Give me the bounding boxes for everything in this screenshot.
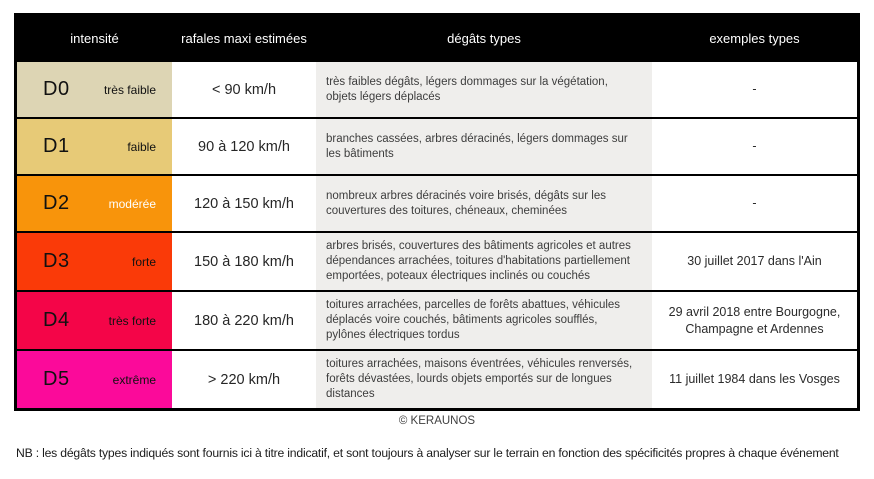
header-intensity: intensité (70, 30, 119, 46)
example-cell: 29 avril 2018 entre Bourgogne, Champagne et Ardennes (652, 292, 857, 349)
intensity-cell (17, 119, 172, 174)
intensity-label: modérée (108, 196, 156, 211)
table-row (17, 351, 857, 408)
example-cell: - (652, 62, 857, 117)
header-damage: dégâts types (447, 30, 521, 46)
gusts-cell: 150 à 180 km/h (172, 233, 316, 290)
table-row (17, 176, 857, 231)
header-examples: exemples types (709, 30, 800, 46)
intensity-code: D1 (43, 135, 70, 157)
nb-footnote: NB : les dégâts types indiqués sont fournis ici à titre indicatif, et sont toujours à analyser sur le terrain en fonction des spécificités propres à chaque événement (16, 446, 839, 460)
example-cell: 11 juillet 1984 dans les Vosges (652, 351, 857, 408)
intensity-code: D2 (43, 192, 70, 214)
gusts-cell: 120 à 150 km/h (172, 176, 316, 231)
intensity-cell (17, 62, 172, 117)
table-row (17, 62, 857, 117)
damage-cell: très faibles dégâts, légers dommages sur la végétation, objets légers déplacés (316, 62, 652, 117)
table-header-row (17, 16, 857, 60)
header-gusts: rafales maxi estimées (181, 30, 307, 46)
damage-cell: arbres brisés, couvertures des bâtiments agricoles et autres dépendances arrachées, toitures d'habitations partiellement emportées, poteaux électriques inclinés ou couchés (316, 233, 652, 290)
gusts-cell: < 90 km/h (172, 62, 316, 117)
intensity-code: D3 (43, 250, 70, 272)
damage-cell: toitures arrachées, maisons éventrées, véhicules renversés, forêts dévastées, lourds objets emportés sur de longues distances (316, 351, 652, 408)
intensity-cell (17, 351, 172, 408)
intensity-label: très forte (108, 313, 156, 328)
example-cell: - (652, 119, 857, 174)
damage-cell: nombreux arbres déracinés voire brisés, dégâts sur les couvertures des toitures, chéneaux, cheminées (316, 176, 652, 231)
gusts-cell: 90 à 120 km/h (172, 119, 316, 174)
example-cell: 30 juillet 2017 dans l'Ain (652, 233, 857, 290)
gusts-cell: > 220 km/h (172, 351, 316, 408)
intensity-cell (17, 176, 172, 231)
intensity-label: extrême (112, 372, 156, 387)
intensity-cell (17, 233, 172, 290)
gusts-cell: 180 à 220 km/h (172, 292, 316, 349)
intensity-cell (17, 292, 172, 349)
intensity-code: D0 (43, 78, 70, 100)
intensity-scale-table (14, 13, 860, 411)
table-row (17, 292, 857, 349)
intensity-label: très faible (103, 82, 156, 97)
intensity-code: D4 (43, 309, 70, 331)
copyright-credit: © KERAUNOS (398, 415, 476, 427)
table-row (17, 119, 857, 174)
intensity-label: forte (131, 254, 156, 269)
damage-cell: branches cassées, arbres déracinés, légers dommages sur les bâtiments (316, 119, 652, 174)
example-cell: - (652, 176, 857, 231)
damage-cell: toitures arrachées, parcelles de forêts abattues, véhicules déplacés voire couchés, bâtiments agricoles soufflés, pylônes électriques tordus (316, 292, 652, 349)
table-row (17, 233, 857, 290)
intensity-label: faible (127, 139, 156, 154)
intensity-code: D5 (43, 368, 70, 390)
